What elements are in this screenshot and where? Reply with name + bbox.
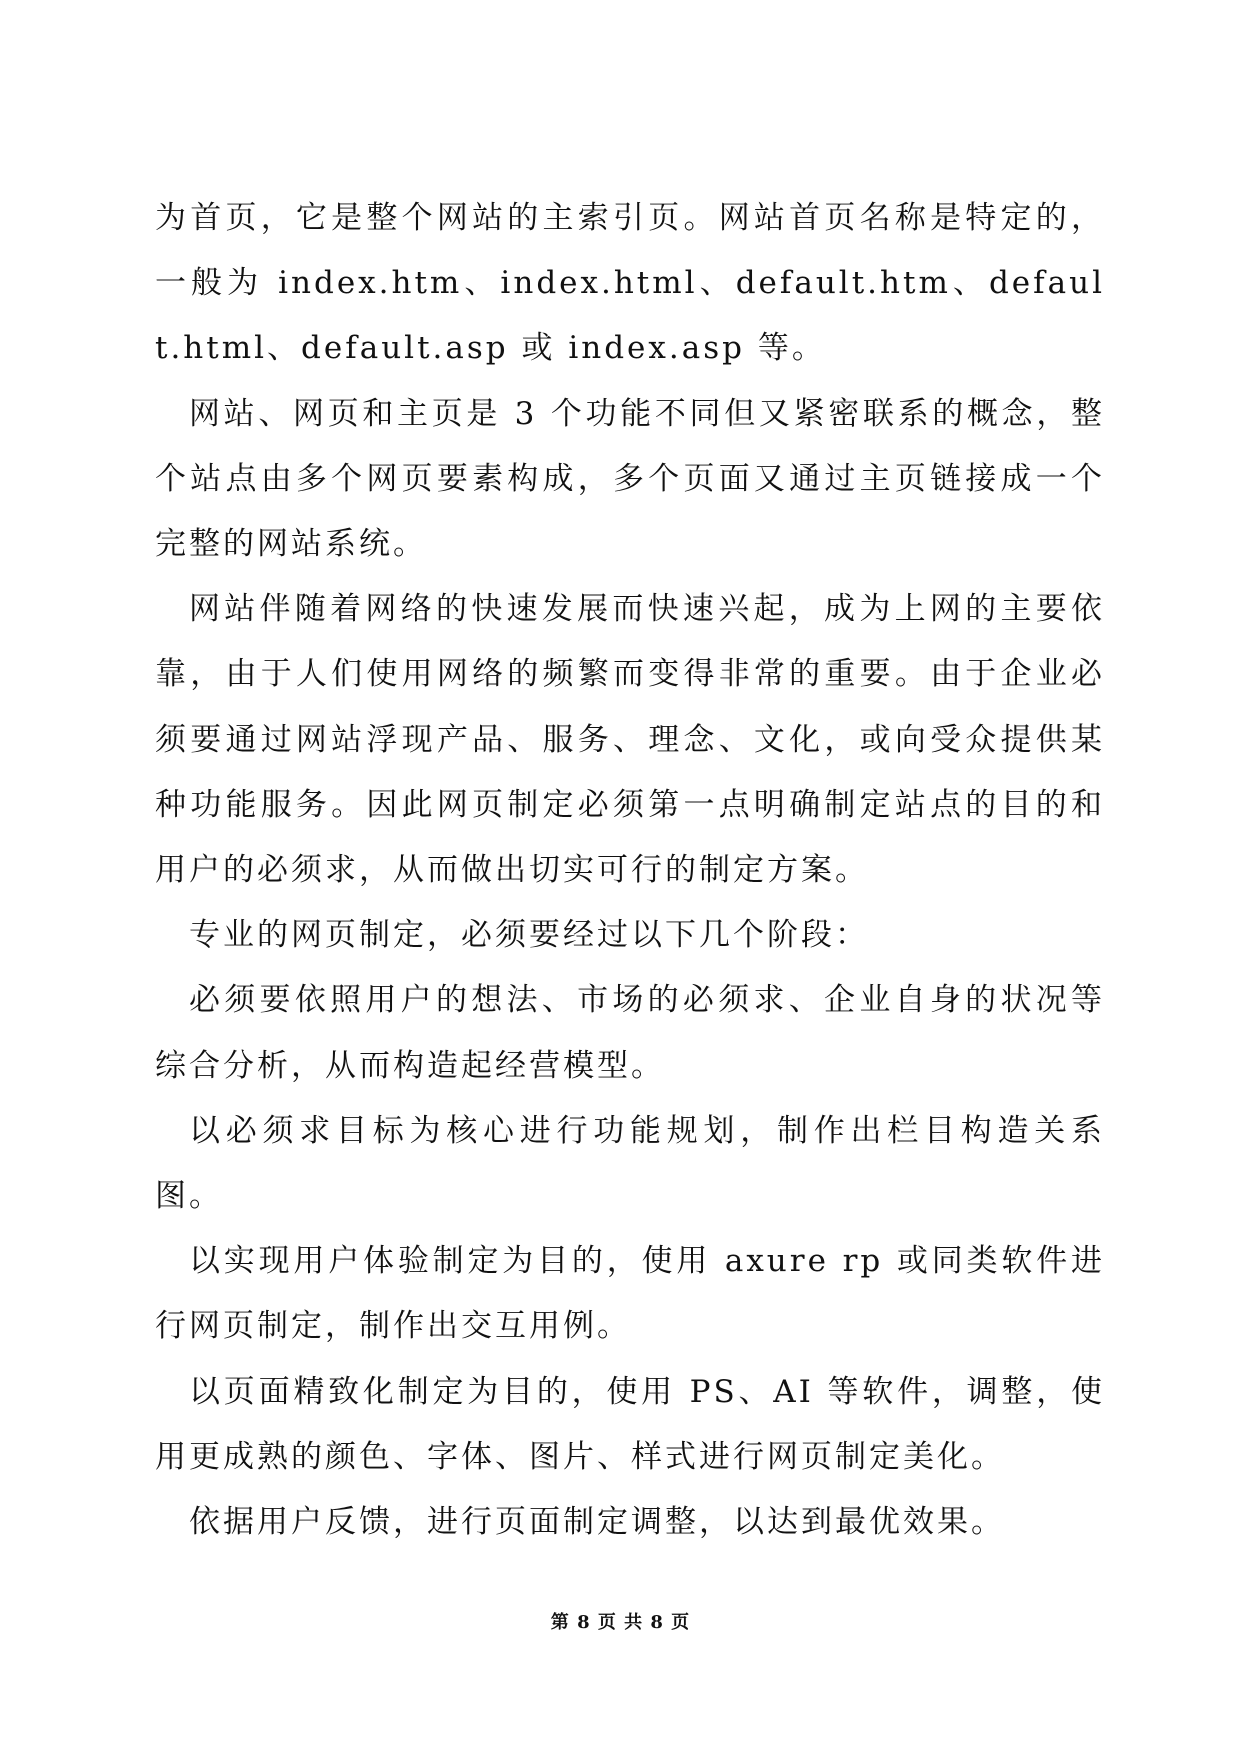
paragraph-stage-analysis: 必须要依照用户的想法、市场的必须求、企业自身的状况等综合分析，从而构造起经营模型。 bbox=[155, 982, 1105, 1084]
paragraph-stage-planning: 以必须求目标为核心进行功能规划，制作出栏目构造关系图。 bbox=[155, 1112, 1105, 1215]
paragraph-homepage-definition: 为首页，它是整个网站的主索引页。网站首页名称是特定的，一般为 index.htm、index.html、default.htm、default.html、default.asp 或 index.asp 等。 bbox=[155, 200, 1105, 367]
document-body bbox=[155, 186, 1105, 1555]
paragraph-website-importance: 网站伴随着网络的快速发展而快速兴起，成为上网的主要依靠，由于人们使用网络的频繁而变得非常的重要。由于企业必须要通过网站浮现产品、服务、理念、文化，或向受众提供某种功能服务。因此网页制定必须第一点明确制定站点的目的和用户的必须求，从而做出切实可行的制定方案。 bbox=[155, 591, 1105, 889]
paragraph-stage-feedback: 依据用户反馈，进行页面制定调整，以达到最优效果。 bbox=[189, 1504, 1005, 1541]
paragraph-website-concepts: 网站、网页和主页是 3 个功能不同但又紧密联系的概念，整个站点由多个网页要素构成，多个页面又通过主页链接成一个完整的网站系统。 bbox=[155, 395, 1105, 563]
paragraph-stage-interaction: 以实现用户体验制定为目的，使用 axure rp 或同类软件进行网页制定，制作出交互用例。 bbox=[155, 1243, 1105, 1345]
page-number-footer: 第 8 页 共 8 页 bbox=[550, 1612, 691, 1633]
paragraph-design-stages-intro: 专业的网页制定，必须要经过以下几个阶段： bbox=[189, 917, 869, 954]
paragraph-stage-visual: 以页面精致化制定为目的，使用 PS、AI 等软件，调整，使用更成熟的颜色、字体、图片、样式进行网页制定美化。 bbox=[155, 1373, 1105, 1475]
